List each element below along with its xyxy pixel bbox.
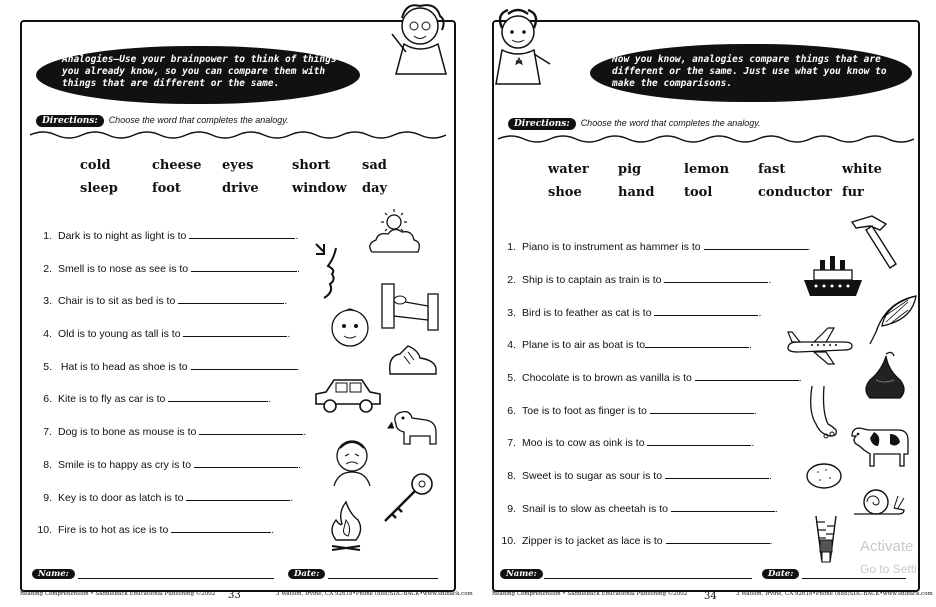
date-field-row [762,568,799,579]
question-number: 5. [507,372,516,384]
answer-blank[interactable] [168,392,268,402]
directions-text: Choose the word that completes the analogy. [108,115,289,125]
answer-blank[interactable] [671,502,775,512]
directions-text: Choose the word that completes the analogy. [580,118,761,128]
word-bank-item: water [548,162,589,177]
zipper-icon [808,514,844,566]
question-text: Key is to door as latch is to [58,492,184,504]
lemon-icon [804,460,844,492]
page-number: 33 [228,590,241,601]
question-row: 10. Zipper is to jacket as lace is to . [496,534,773,547]
word-bank-item: drive [222,181,259,196]
question-row: 4. Plane is to air as boat is to . [500,338,752,351]
question-text: Toe is to foot as finger is to [522,405,647,417]
answer-blank[interactable] [186,491,290,501]
answer-blank[interactable] [189,229,295,239]
question-number: 6. [507,405,516,417]
airplane-icon [784,324,854,368]
key-icon [378,470,438,526]
question-row: 10. Fire is to hot as ice is to . [32,523,274,536]
foot-icon [804,384,840,442]
question-row: 9. Key is to door as latch is to . [36,491,293,504]
question-row: 8. Sweet is to sugar as sour is to . [500,469,772,482]
page-number: 34 [704,591,717,602]
question-number: 9. [43,492,52,504]
question-number: 4. [507,339,516,351]
answer-blank[interactable] [665,469,769,479]
bubble-line: Now you know, analogies compare things that are [612,54,881,65]
question-number: 6. [43,393,52,405]
word-bank-item: lemon [684,162,730,177]
question-text: Bird is to feather as cat is to [522,307,652,319]
publisher-credit: Reading Comprehension • Saddleback Educational Publishing ©2002 [20,591,216,597]
snail-icon [850,484,906,520]
question-number: 1. [507,241,516,253]
date-label: Date: [762,569,799,579]
answer-blank[interactable] [178,294,284,304]
word-bank-item: pig [618,162,642,177]
question-row: 7. Moo is to cow as oink is to . [500,436,754,449]
intro-speech-bubble [36,46,360,104]
worksheet-page-right [492,20,920,592]
answer-blank[interactable] [183,327,287,337]
girl-cartoon-icon [488,8,558,94]
word-bank-item: window [292,181,347,196]
word-bank-item: shoe [548,185,582,200]
publisher-credit: Reading Comprehension • Saddleback Educational Publishing ©2002 [492,591,688,597]
question-number: 10. [37,524,52,536]
name-line[interactable] [544,578,752,579]
word-bank-item: white [842,162,882,177]
activation-watermark-subtext: Go to Setti [860,562,917,576]
question-number: 3. [507,307,516,319]
answer-blank[interactable] [191,262,297,272]
question-row: 5. Chocolate is to brown as vanilla is to . [500,371,802,384]
bubble-line: make the comparisons. [612,78,733,89]
bubble-line: things that are different or the same. [62,78,280,89]
question-text: Moo is to cow as oink is to [522,437,645,449]
question-text: Hat is to head as shoe is to [58,361,188,373]
crying-man-icon [328,436,376,488]
word-bank-item: short [292,158,331,173]
question-number: 9. [507,503,516,515]
fire-icon [326,500,366,552]
question-text: Dog is to bone as mouse is to [58,426,197,438]
question-row: 2. Ship is to captain as train is to . [500,273,771,286]
question-text: Chair is to sit as bed is to [58,295,176,307]
question-number: 8. [507,470,516,482]
bed-icon [378,278,442,334]
question-row: 6. Kite is to fly as car is to . [36,392,271,405]
word-bank-item: day [362,181,388,196]
word-bank-item: eyes [222,158,254,173]
question-row: 5. Hat is to head as shoe is to . [36,360,299,373]
answer-blank[interactable] [171,523,271,533]
question-number: 5. [43,361,52,373]
question-number: 10. [501,535,516,547]
teacher-cartoon-icon [382,4,452,94]
car-icon [312,374,384,418]
word-bank-item: conductor [758,185,833,200]
word-bank-item: sleep [80,181,118,196]
answer-blank[interactable] [666,534,770,544]
question-text: Ship is to captain as train is to [522,274,662,286]
word-bank-item: cheese [152,158,202,173]
train-ship-icon [800,250,866,304]
worksheet-page-left [20,20,456,592]
bubble-line: different or the same. Just use what you know to [612,66,887,77]
publisher-address: 3 Watson, Irvine, CA 92618•Phone (888)SDL-BACK•www.sdlback.com [276,591,473,597]
question-row: 4. Old is to young as tall is to . [36,327,290,340]
question-number: 4. [43,328,52,340]
date-label: Date: [288,569,325,579]
question-number: 2. [507,274,516,286]
question-number: 1. [43,230,52,242]
word-bank-item: fast [758,162,786,177]
answer-blank[interactable] [647,436,751,446]
directions-label: Directions: [36,115,104,127]
question-row: 1. Dark is to night as light is to . [36,229,298,242]
date-line[interactable] [802,578,906,579]
name-label: Name: [32,569,75,579]
word-bank-item: tool [684,185,713,200]
question-text: Old is to young as tall is to [58,328,181,340]
dog-icon [386,404,442,452]
question-text: Plane is to air as boat is to [522,339,646,351]
directions-row [508,118,761,130]
bubble-line: Analogies—Use your brainpower to think of things [62,54,337,65]
directions-label: Directions: [508,118,576,130]
answer-blank[interactable] [664,273,768,283]
baby-face-icon [328,304,372,352]
question-text: Sweet is to sugar as sour is to [522,470,663,482]
sun-cloud-icon [364,208,426,260]
answer-blank[interactable] [704,240,808,250]
date-field-row [288,568,325,579]
shoe-icon [386,342,440,382]
question-number: 7. [507,437,516,449]
question-number: 8. [43,459,52,471]
question-text: Chocolate is to brown as vanilla is to [522,372,692,384]
question-row: 7. Dog is to bone as mouse is to . [36,425,306,438]
nose-face-icon [314,240,350,300]
question-row: 8. Smile is to happy as cry is to . [36,458,301,471]
wavy-divider [498,134,914,144]
answer-blank[interactable] [695,371,799,381]
word-bank-item: hand [618,185,655,200]
question-number: 3. [43,295,52,307]
question-text: Smile is to happy as cry is to [58,459,192,471]
directions-row [36,115,289,127]
answer-blank[interactable] [650,404,754,414]
answer-blank[interactable] [645,338,749,348]
question-row: 3. Bird is to feather as cat is to . [500,306,761,319]
question-text: Snail is to slow as cheetah is to [522,503,668,515]
question-text: Fire is to hot as ice is to [58,524,169,536]
cow-icon [848,420,912,470]
answer-blank[interactable] [654,306,758,316]
question-row: 6. Toe is to foot as finger is to . [500,404,757,417]
word-bank-item: sad [362,158,387,173]
intro-speech-bubble [590,44,912,102]
question-text: Smell is to nose as see is to [58,263,189,275]
answer-blank[interactable] [194,458,298,468]
word-bank-item: cold [80,158,111,173]
wavy-divider [30,130,446,140]
question-row: 3. Chair is to sit as bed is to . [36,294,287,307]
question-row: 2. Smell is to nose as see is to . [36,262,300,275]
question-row: 1. Piano is to instrument as hammer is to . [500,240,810,253]
publisher-address: 3 Watson, Irvine, CA 92618•Phone (888)SDL-BACK•www.sdlback.com [736,591,933,597]
question-text: Kite is to fly as car is to [58,393,166,405]
question-number: 2. [43,263,52,275]
answer-blank[interactable] [199,425,303,435]
name-label: Name: [500,569,543,579]
word-bank-item: foot [152,181,181,196]
question-text: Dark is to night as light is to [58,230,187,242]
question-number: 7. [43,426,52,438]
date-line[interactable] [328,578,438,579]
activation-watermark: Activate [860,538,914,555]
name-field-row [32,568,75,579]
bubble-line: you already know, so you can compare them with [62,66,326,77]
question-row: 9. Snail is to slow as cheetah is to . [500,502,778,515]
name-field-row [500,568,543,579]
question-text: Piano is to instrument as hammer is to [522,241,701,253]
name-line[interactable] [78,578,274,579]
chocolate-kiss-icon [862,350,908,406]
word-bank-item: fur [842,185,864,200]
question-text: Zipper is to jacket as lace is to [522,535,663,547]
answer-blank[interactable] [191,360,297,370]
feather-icon [866,292,920,348]
